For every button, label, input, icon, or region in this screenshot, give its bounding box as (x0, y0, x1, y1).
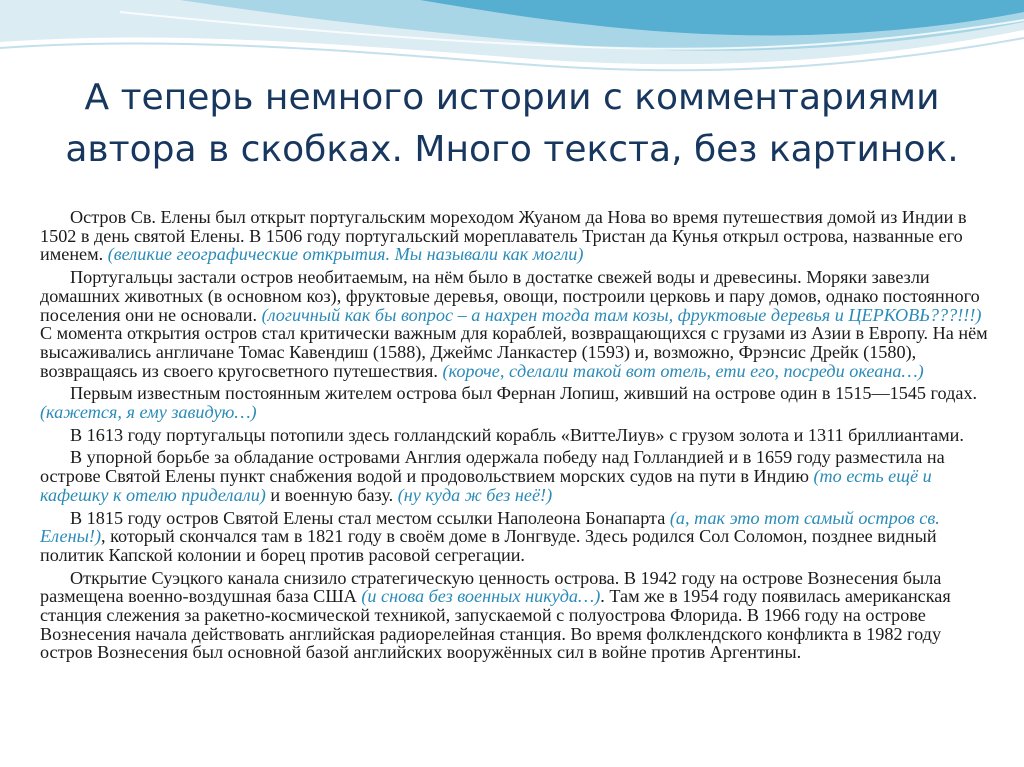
text-segment: Остров Св. Елены был открыт португальским мореходом Жуаном да Нова во время путешествия домой из Индии в 1502 в день святой Елены. В 1506 году португальский мореплаватель Тристан да Кунья открыл острова, названные его именем. (40, 207, 967, 265)
author-comment: (и снова без военных никуда…) (361, 586, 601, 607)
paragraph-napoleon (40, 509, 990, 565)
text-segment: Открытие Суэцкого канала снизило стратегическую ценность острова. В 1942 году на острове Вознесения была размещена военно-воздушная база США (40, 567, 942, 607)
slide-title (40, 72, 984, 176)
text-segment: Португальцы застали остров необитаемым, на нём было в достатке свежей воды и древесины. Моряки завезли домашних животных (в основном коз), фруктовые деревья, овощи, построили церковь и пару домов, однако постоянного поселения они не основали. (40, 267, 980, 325)
author-comment: (великие географические открытия. Мы называли как могли) (107, 244, 584, 265)
author-comment: (логичный как бы вопрос – а нахрен тогда там козы, фруктовые деревья и ЦЕРКОВЬ???!!!) (261, 304, 982, 325)
paragraph-first-resident (40, 384, 990, 421)
author-comment: (ну куда ж без неё!) (397, 484, 553, 505)
paragraph-suez (40, 569, 990, 663)
text-segment: Первым известным постоянным жителем острова был Фернан Лопиш, живший на острове один в 1515—1545 годах. (70, 383, 978, 404)
text-segment: В 1613 году португальцы потопили здесь голландский корабль «ВиттеЛиув» с грузом золота и 1311 бриллиантами. (70, 424, 964, 445)
author-comment: (то есть ещё и кафешку к отелю приделали) (40, 466, 932, 505)
title-line-2: автора в скобках. Много текста, без картинок. (65, 129, 959, 170)
text-segment: В упорной борьбе за обладание островами Англия одержала победу над Голландией и в 1659 году разместила на острове Святой Елены пункт снабжения водой и продовольствием морских судов на пути в Индию (40, 447, 945, 487)
history-text (40, 208, 990, 666)
author-comment: (а, так это тот самый остров св. Елены!) (40, 507, 940, 547)
wave-decoration (0, 0, 1024, 80)
paragraph-discovery (40, 208, 990, 264)
author-comment: (короче, сделали такой вот отель, ети его, посреди океана…) (442, 360, 924, 381)
paragraph-england (40, 448, 990, 504)
text-segment: . Там же в 1954 году появилась американская станция слежения за ракетно-космической техникой, запускаемой с полуострова Флорида. В 1966 году на острове Вознесения начала действовать английская радиорелейная станция. Во время фолклендского конфликта в 1982 году остров Вознесения был основной базой английских вооружённых сил в войне против Аргентины. (40, 586, 951, 663)
text-segment: С момента открытия остров стал критически важным для кораблей, возвращающихся с грузами из Азии в Европу. На нём высаживались англичане Томас Кавендиш (1588), Джеймс Ланкастер (1593) и, возможно, Фрэнсис Дрейк (1580), возвращаясь из своего кругосветного путешествия. (40, 323, 988, 381)
paragraph-portuguese (40, 268, 990, 380)
author-comment: (кажется, я ему завидую…) (40, 402, 257, 423)
title-line-1: А теперь немного истории с комментариями (84, 77, 940, 118)
text-segment: В 1815 году остров Святой Елены стал местом ссылки Наполеона Бонапарта (70, 507, 670, 528)
text-segment: , который скончался там в 1821 году в своём доме в Лонгвуде. Здесь родился Сол Соломон, позднее видный политик Капской колонии и борец против расовой сегрегации. (40, 526, 937, 565)
text-segment: и военную базу. (265, 484, 398, 505)
paragraph-1613 (40, 426, 990, 445)
